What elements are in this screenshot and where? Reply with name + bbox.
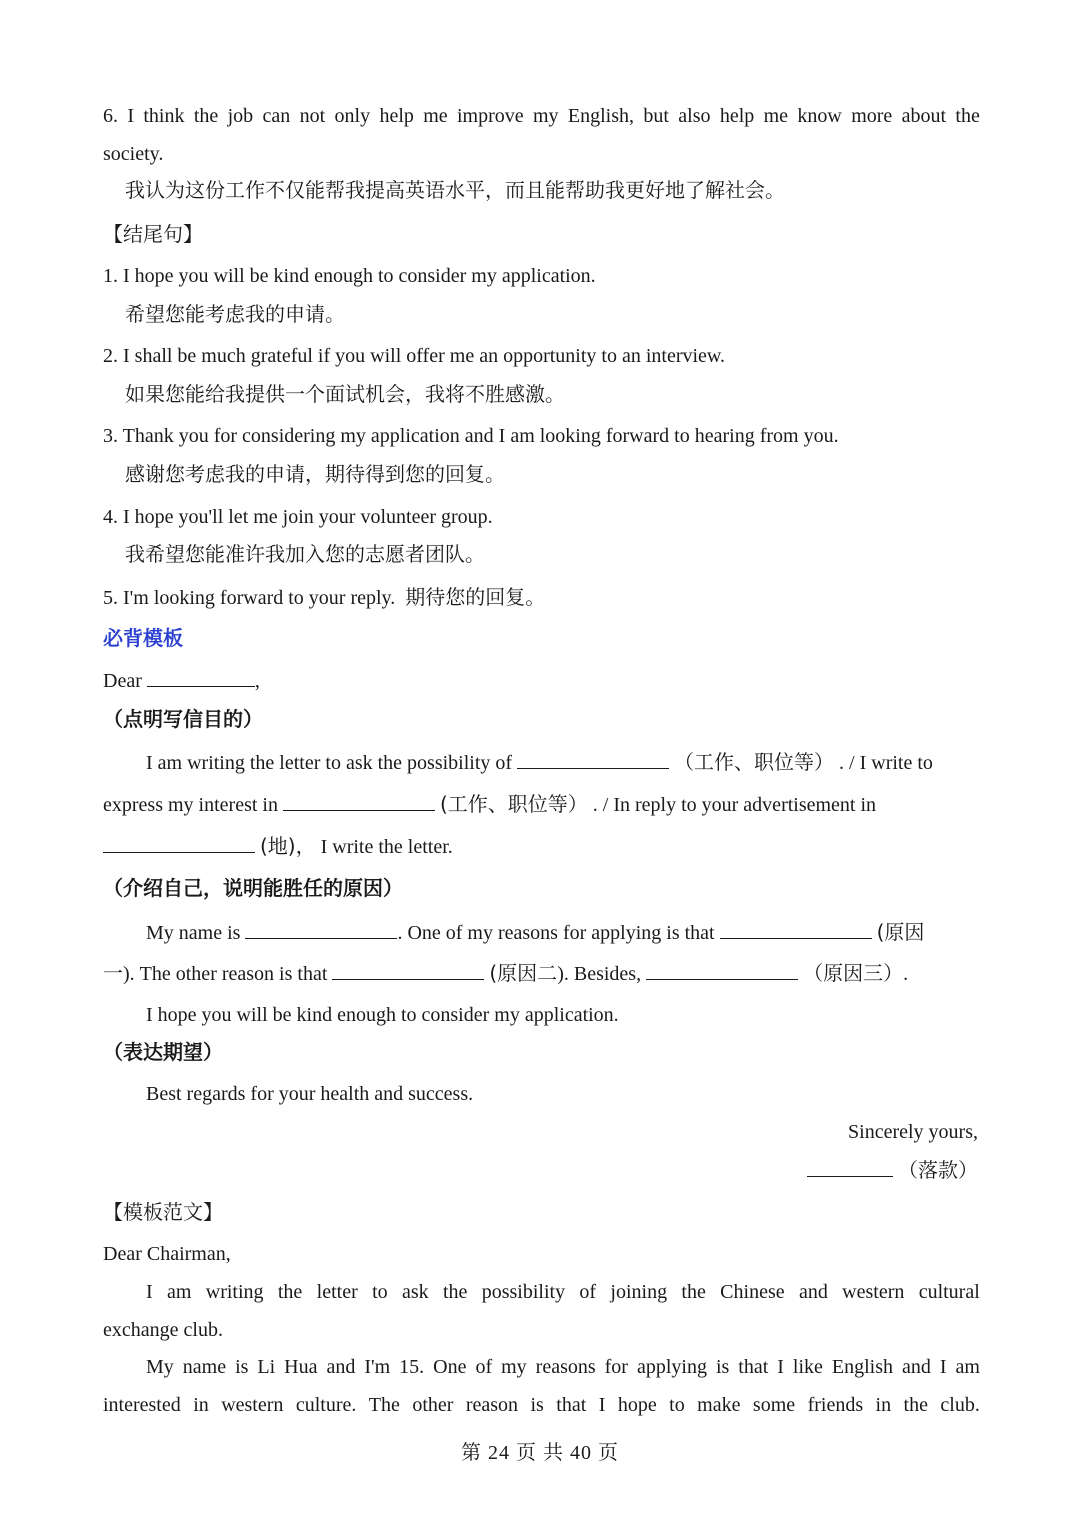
- word: English: [831, 1356, 894, 1378]
- word: make: [697, 1394, 741, 1416]
- closing-sentence-3-translation: 感谢您考虑我的申请，期待得到您的回复。: [125, 462, 505, 486]
- word: and: [798, 1281, 828, 1303]
- word: ask: [401, 1281, 429, 1303]
- word: like: [792, 1356, 823, 1378]
- place-note: (地)，: [260, 834, 316, 858]
- sample-salutation: Dear Chairman,: [103, 1243, 231, 1265]
- word: reasons: [535, 1356, 596, 1378]
- sample-heading: 【模板范文】: [103, 1200, 223, 1224]
- name-blank: [245, 920, 397, 939]
- word: interested: [103, 1394, 181, 1416]
- word: is: [715, 1356, 730, 1378]
- word: The: [368, 1394, 400, 1416]
- word: the: [955, 105, 980, 127]
- sentence-6-line-1: [103, 104, 980, 128]
- word: can: [262, 105, 291, 127]
- signature-blank: [807, 1158, 893, 1177]
- purpose-line-1-tail: . / I write to: [839, 752, 933, 774]
- word: job: [227, 105, 254, 127]
- reason-1-note-end: 一: [103, 961, 123, 985]
- word: that: [556, 1394, 587, 1416]
- word: of: [475, 1356, 493, 1378]
- intro-line-2-mid: ). Besides,: [557, 963, 642, 985]
- word: think: [143, 105, 185, 127]
- template-intro-line-2: [103, 961, 908, 986]
- word: joining: [610, 1281, 668, 1303]
- word: about: [901, 105, 947, 127]
- word: One: [433, 1356, 467, 1378]
- word: I'm: [364, 1356, 391, 1378]
- word: writing: [205, 1281, 264, 1303]
- word: is: [235, 1356, 249, 1378]
- reason-3-blank: [646, 961, 798, 980]
- closing-sentence-4: 4. I hope you'll let me join your volunteer group.: [103, 506, 493, 528]
- template-purpose-line-2: [103, 792, 876, 817]
- word: friends: [807, 1394, 864, 1416]
- introduction-heading: （介绍自己，说明能胜任的原因）: [103, 876, 403, 900]
- word: western: [842, 1281, 905, 1303]
- word: the: [442, 1281, 468, 1303]
- position-blank-2: [283, 792, 435, 811]
- word: I: [146, 1281, 153, 1303]
- template-heading: 必背模板: [103, 626, 183, 650]
- word: culture.: [295, 1394, 357, 1416]
- word: is: [530, 1394, 544, 1416]
- word: am: [955, 1356, 980, 1378]
- purpose-heading: （点明写信目的）: [103, 707, 263, 731]
- closing-sentence-4-translation: 我希望您能准许我加入您的志愿者团队。: [125, 542, 485, 566]
- word: in: [875, 1394, 892, 1416]
- reason-1-blank: [720, 920, 872, 939]
- sentence-6-translation: 我认为这份工作不仅能帮我提高英语水平，而且能帮助我更好地了解社会。: [125, 178, 785, 202]
- salutation-comma: ,: [254, 670, 260, 692]
- word: cultural: [918, 1281, 980, 1303]
- word: other: [412, 1394, 454, 1416]
- sentence-6-line-2: society.: [103, 143, 164, 165]
- word: I: [598, 1394, 606, 1416]
- sample-line-4: [103, 1393, 980, 1417]
- word: Hua: [284, 1356, 318, 1378]
- purpose-line-2-tail: . / In reply to your advertisement in: [592, 794, 877, 816]
- word: of: [579, 1281, 597, 1303]
- reason-3-note: （原因三）: [803, 961, 904, 985]
- word: I: [127, 105, 135, 127]
- place-blank: [103, 834, 255, 853]
- word: to: [669, 1394, 685, 1416]
- word: me: [423, 105, 448, 127]
- word: help: [379, 105, 414, 127]
- reason-1-note: (原因: [876, 920, 925, 944]
- word: and: [902, 1356, 931, 1378]
- purpose-line-3-text: I write the letter.: [320, 836, 453, 858]
- word: 15.: [399, 1356, 425, 1378]
- intro-line-1-mid: . One of my reasons for applying is that: [397, 922, 715, 944]
- recipient-blank: [147, 668, 255, 687]
- intro-line-2-end: .: [903, 963, 909, 985]
- signature-note: （落款）: [898, 1158, 978, 1182]
- closing-sentence-5-english: 5. I'm looking forward to your reply.: [103, 587, 396, 609]
- closing-sentence-1: 1. I hope you will be kind enough to consider my application.: [103, 265, 596, 287]
- word: am: [167, 1281, 192, 1303]
- closing-sentence-5: [103, 585, 545, 610]
- page-number-footer: 第 24 页 共 40 页: [461, 1442, 619, 1464]
- word: only: [334, 105, 371, 127]
- closing-sentence-3: 3. Thank you for considering my application and I am looking forward to hearing from you.: [103, 425, 839, 447]
- intro-line-2-text: ). The other reason is that: [123, 963, 328, 985]
- word: not: [299, 105, 326, 127]
- word: western: [221, 1394, 284, 1416]
- hope-heading: （表达期望）: [103, 1040, 223, 1064]
- word: but: [643, 105, 669, 127]
- word: for: [604, 1356, 628, 1378]
- dear-label: Dear: [103, 670, 142, 692]
- word: Chinese: [720, 1281, 785, 1303]
- closing-sentence-2: 2. I shall be much grateful if you will offer me an opportunity to an interview.: [103, 345, 726, 367]
- template-purpose-line-3: [103, 834, 453, 859]
- template-regards-line: Best regards for your health and success.: [146, 1083, 474, 1105]
- closing-sentences-heading: 【结尾句】: [103, 222, 203, 246]
- word: My: [146, 1356, 174, 1378]
- word: the: [277, 1281, 303, 1303]
- word: hope: [617, 1394, 657, 1416]
- word: I: [939, 1356, 947, 1378]
- position-note-1: （工作、职位等）: [674, 750, 835, 774]
- word: reason: [465, 1394, 519, 1416]
- reason-2-note: (原因二: [489, 961, 558, 985]
- sample-line-1: [146, 1280, 980, 1304]
- word: possibility: [481, 1281, 566, 1303]
- word: Li: [257, 1356, 276, 1378]
- template-purpose-line-1: [146, 750, 933, 775]
- closing-sentence-2-translation: 如果您能给我提供一个面试机会，我将不胜感激。: [125, 382, 565, 406]
- word: name: [182, 1356, 227, 1378]
- template-intro-line-3: I hope you will be kind enough to consider my application.: [146, 1004, 619, 1026]
- word: some: [752, 1394, 796, 1416]
- sample-line-3: [146, 1355, 980, 1379]
- template-intro-line-1: [146, 920, 924, 945]
- word: English,: [567, 105, 635, 127]
- word: my: [533, 105, 559, 127]
- word: I: [777, 1356, 784, 1378]
- sample-line-2: exchange club.: [103, 1319, 223, 1341]
- position-blank-1: [517, 750, 669, 769]
- word: 6.: [103, 105, 118, 127]
- purpose-line-1-text: I am writing the letter to ask the possibility of: [146, 752, 513, 774]
- reason-2-blank: [332, 961, 484, 980]
- word: also: [678, 105, 711, 127]
- position-note-2: (工作、职位等）: [439, 792, 588, 816]
- word: that: [738, 1356, 769, 1378]
- word: help: [719, 105, 755, 127]
- word: letter: [316, 1281, 358, 1303]
- word: me: [763, 105, 789, 127]
- word: and: [326, 1356, 356, 1378]
- word: applying: [636, 1356, 707, 1378]
- word: the: [903, 1394, 928, 1416]
- word: improve: [457, 105, 524, 127]
- word: my: [501, 1356, 527, 1378]
- word: to: [372, 1281, 388, 1303]
- template-sign-off: Sincerely yours,: [848, 1121, 978, 1143]
- template-signature-line: [807, 1158, 978, 1183]
- word: the: [193, 105, 219, 127]
- purpose-line-2-text: express my interest in: [103, 794, 278, 816]
- word: in: [193, 1394, 209, 1416]
- template-salutation: [103, 668, 260, 693]
- intro-line-1-text: My name is: [146, 922, 241, 944]
- word: know: [797, 105, 842, 127]
- word: club.: [940, 1394, 980, 1416]
- closing-sentence-5-translation: 期待您的回复。: [405, 585, 546, 609]
- word: more: [851, 105, 893, 127]
- closing-sentence-1-translation: 希望您能考虑我的申请。: [125, 302, 345, 326]
- word: the: [681, 1281, 706, 1303]
